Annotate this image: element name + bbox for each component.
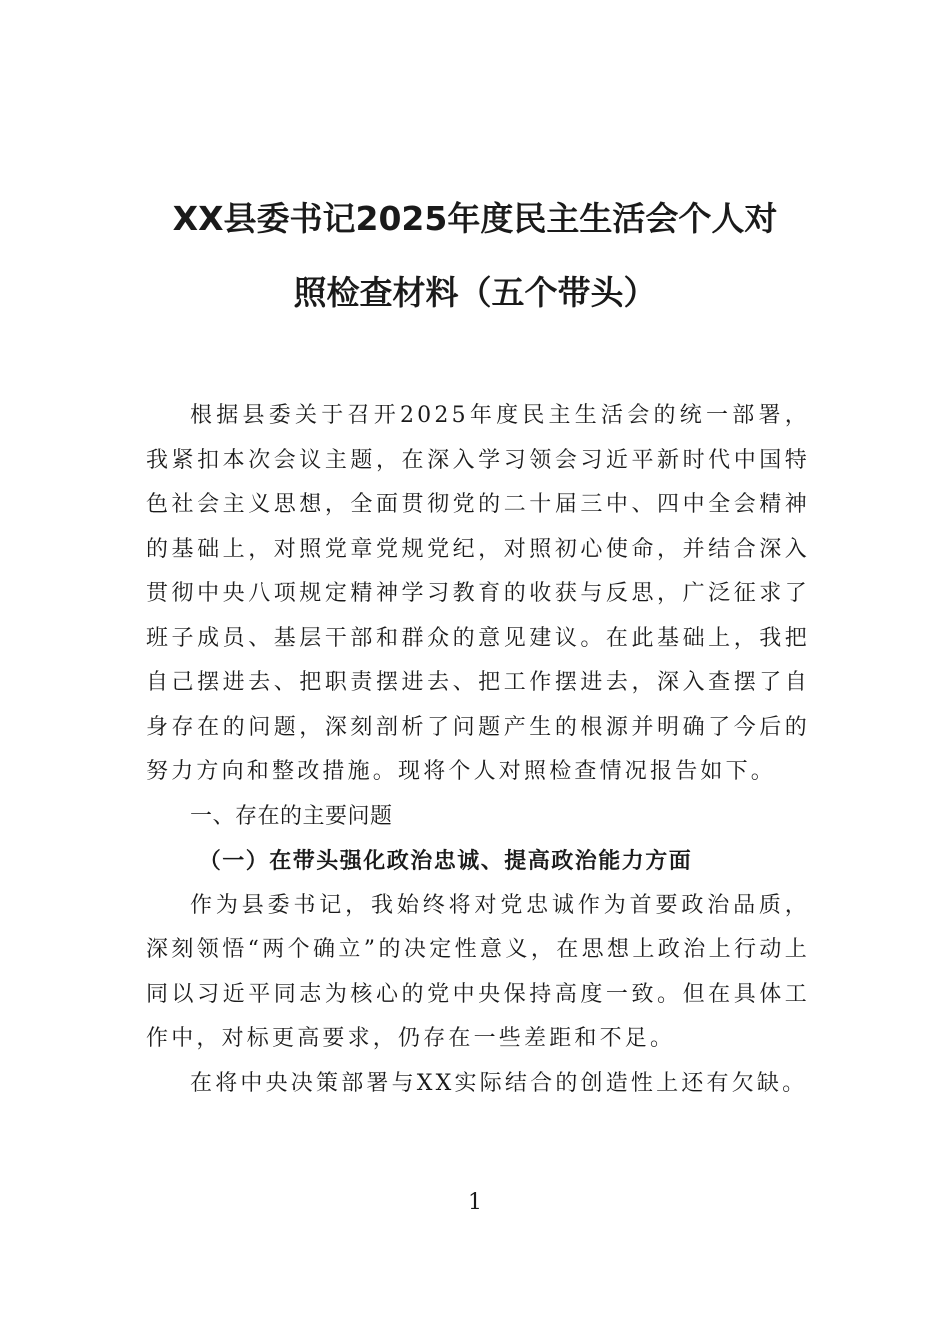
document-body [146, 394, 810, 1106]
page-number: 1 [468, 1190, 482, 1215]
section-heading-1: 一、存在的主要问题 [190, 803, 393, 829]
document-title-line-2: 照检查材料（五个带头） [293, 273, 657, 312]
intro-paragraph: 根据县委关于召开2025年度民主生活会的统一部署，我紧扣本次会议主题，在深入学习领会习近平新时代中国特色社会主义思想，全面贯彻党的二十届三中、四中全会精神的基础上，对照党章党规党纪，对照初心使命，并结合深入贯彻中央八项规定精神学习教育的收获与反思，广泛征求了班子成员、基层干部和群众的意见建议。在此基础上，我把自己摆进去、把职责摆进去、把工作摆进去，深入查摆了自身存在的问题，深刻剖析了问题产生的根源并明确了今后的努力方向和整改措施。现将个人对照检查情况报告如下。 [146, 403, 810, 784]
subsection-heading-1: （一）在带头强化政治忠诚、提高政治能力方面 [198, 848, 693, 874]
body-paragraph-2: 在将中央决策部署与XX实际结合的创造性上还有欠缺。 [190, 1070, 808, 1096]
document-title-line-1: XX县委书记2025年度民主生活会个人对 [172, 199, 778, 238]
body-paragraph-1: 作为县委书记，我始终将对党忠诚作为首要政治品质，深刻领悟“两个确立”的决定性意义，在思想上政治上行动上同以习近平同志为核心的党中央保持高度一致。但在具体工作中，对标更高要求，仍存在一些差距和不足。 [146, 892, 810, 1051]
